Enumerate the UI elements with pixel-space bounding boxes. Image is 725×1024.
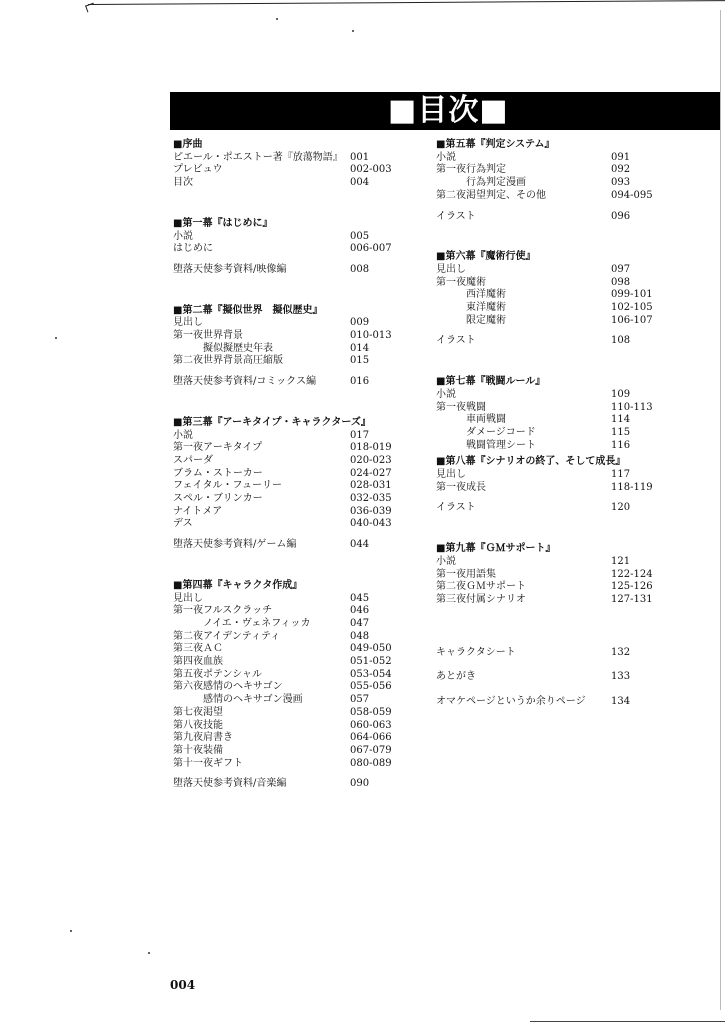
toc-entry xyxy=(436,314,676,327)
toc-entry xyxy=(173,642,413,655)
toc-entry xyxy=(173,467,413,480)
toc-entry-label: 第一夜行為判定 xyxy=(436,164,506,176)
toc-entry-page: 114 xyxy=(611,414,631,426)
toc-entry xyxy=(173,505,413,518)
toc-entry-label: 第二夜世界背景高圧縮版 xyxy=(173,355,283,367)
toc-entry-label: ■第二幕『擬似世界 擬似歴史』 xyxy=(173,304,323,316)
toc-entry-page: 116 xyxy=(611,439,631,451)
toc-entry-label: 第一夜用語集 xyxy=(436,568,496,580)
toc-entry-page: 005 xyxy=(350,230,370,242)
toc-section-heading xyxy=(436,375,676,388)
toc-entry-page: 099-101 xyxy=(611,289,653,301)
toc-entry-page: 134 xyxy=(611,696,631,707)
toc-entry-label: 戦闘管理シート xyxy=(466,439,536,451)
toc-entry-page: 024-027 xyxy=(350,467,392,479)
toc-entry-label: イラスト xyxy=(436,335,476,347)
toc-entry-page: 055-056 xyxy=(350,681,392,693)
toc-entry-page: 110-113 xyxy=(611,401,653,413)
toc-entry-label: キャラクタシート xyxy=(436,646,516,658)
toc-entry-label: 第一夜フルスクラッチ xyxy=(173,605,273,617)
toc-entry-label: イラスト xyxy=(436,210,476,222)
toc-entry-label: スパーダ xyxy=(173,454,213,466)
toc-entry-page: 051-052 xyxy=(350,656,392,667)
toc-entry-label: スペル・ブリンカー xyxy=(173,493,263,504)
toc-entry xyxy=(436,568,676,581)
toc-entry-page: 120 xyxy=(611,502,631,514)
toc-entry xyxy=(173,680,413,693)
toc-entry xyxy=(173,592,413,605)
scan-speck xyxy=(352,30,354,32)
toc-entry-label: 第七夜渇望 xyxy=(173,706,223,718)
toc-entry-label: 第三夜ＡＣ xyxy=(173,643,223,655)
toc-entry-page: 096 xyxy=(611,210,631,222)
toc-entry-label: 第一夜戦闘 xyxy=(436,401,486,413)
toc-entry-label: 第一夜アーキタイプ xyxy=(173,442,263,454)
toc-section-heading xyxy=(173,138,413,151)
toc-entry-label: 擬似擬歴史年表 xyxy=(203,342,273,354)
toc-entry-label: ■第八幕『シナリオの終了、そして成長』 xyxy=(436,456,626,468)
toc-entry xyxy=(173,757,413,770)
toc-entry xyxy=(436,468,676,481)
toc-entry-page: 036-039 xyxy=(350,505,392,517)
toc-entry-label: 第九夜肩書き xyxy=(173,732,233,744)
toc-entry xyxy=(173,655,413,668)
scan-speck xyxy=(70,930,72,932)
toc-entry xyxy=(173,242,413,255)
toc-entry xyxy=(436,163,676,176)
toc-section-heading xyxy=(173,304,413,317)
toc-entry-label: ■第三幕『アーキタイプ・キャラクターズ』 xyxy=(173,416,371,428)
toc-entry-page: 049-050 xyxy=(350,643,392,655)
toc-entry xyxy=(436,334,676,347)
toc-section-heading xyxy=(173,217,413,230)
toc-entry-page: 060-063 xyxy=(350,719,392,731)
toc-entry-page: 002-003 xyxy=(350,164,392,176)
toc-entry xyxy=(173,668,413,681)
toc-entry xyxy=(173,163,413,176)
toc-entry-page: 118-119 xyxy=(611,481,653,493)
toc-entry-page: 018-019 xyxy=(350,442,392,454)
toc-entry-page: 045 xyxy=(350,592,370,604)
toc-entry-page: 047 xyxy=(350,617,370,629)
toc-entry-label: 行為判定漫画 xyxy=(466,177,526,189)
toc-section-heading xyxy=(173,416,413,429)
toc-entry-label: ■第六幕『魔術行使』 xyxy=(436,251,536,263)
toc-entry xyxy=(173,316,413,329)
toc-entry-label: 小説 xyxy=(173,429,193,441)
toc-entry-label: 第十夜装備 xyxy=(173,744,223,756)
toc-entry-page: 132 xyxy=(611,646,631,658)
toc-entry xyxy=(173,263,413,276)
toc-entry-page: 006-007 xyxy=(350,243,392,255)
toc-entry-page: 102-105 xyxy=(611,302,653,313)
toc-entry xyxy=(436,593,676,606)
toc-section-heading xyxy=(436,138,676,151)
toc-entry xyxy=(173,230,413,243)
toc-entry xyxy=(173,454,413,467)
toc-entry-label: 限定魔術 xyxy=(466,314,506,326)
toc-entry-label: ノイエ・ヴェネフィッカ xyxy=(203,617,311,629)
toc-entry-label: 第二夜アイデンティティ xyxy=(173,630,281,642)
page-number: 004 xyxy=(170,978,196,992)
toc-entry-page: 058-059 xyxy=(350,706,392,718)
toc-entry xyxy=(173,441,413,454)
toc-entry-label: ダメージコード xyxy=(466,426,536,438)
toc-entry xyxy=(436,481,676,494)
toc-entry xyxy=(173,693,413,706)
toc-entry-label: フェイタル・フューリー xyxy=(173,480,282,492)
scan-edge-bottom xyxy=(530,1021,725,1022)
toc-entry xyxy=(436,189,676,202)
toc-entry xyxy=(173,538,413,551)
toc-entry-label: 堕落天使参考資料/映像編 xyxy=(173,263,287,275)
toc-entry-page: 093 xyxy=(611,177,631,189)
toc-entry-page: 080-089 xyxy=(350,757,392,769)
toc-entry xyxy=(173,342,413,355)
toc-section-heading xyxy=(436,250,676,263)
toc-entry xyxy=(173,479,413,492)
toc-entry-page: 008 xyxy=(350,263,370,275)
toc-entry-page: 057 xyxy=(350,694,370,706)
toc-entry-page: 001 xyxy=(350,151,370,163)
toc-entry xyxy=(436,388,676,401)
toc-entry-label: 車両戦闘 xyxy=(466,414,506,426)
toc-entry-label: 堕落天使参考資料/音楽編 xyxy=(173,778,287,790)
scan-speck xyxy=(276,18,278,20)
toc-entry-page: 015 xyxy=(350,355,370,367)
toc-entry-page: 106-107 xyxy=(611,314,653,326)
toc-entry-page: 091 xyxy=(611,151,631,163)
toc-entry-label: デス xyxy=(173,518,193,530)
toc-entry-page: 117 xyxy=(611,469,631,480)
toc-entry-label: 小説 xyxy=(436,151,456,163)
toc-entry-page: 014 xyxy=(350,342,370,354)
toc-entry-label: ナイトメア xyxy=(173,505,223,517)
toc-entry xyxy=(436,210,676,223)
toc-entry-page: 097 xyxy=(611,263,631,275)
toc-entry-page: 108 xyxy=(611,335,631,347)
toc-entry xyxy=(173,719,413,732)
toc-entry-label: 小説 xyxy=(173,230,193,242)
toc-entry-label: 感情のヘキサゴン漫画 xyxy=(203,694,303,706)
toc-entry-page: 090 xyxy=(350,778,370,790)
toc-entry-label: イラスト xyxy=(436,502,476,514)
toc-entry-page: 016 xyxy=(350,376,370,388)
toc-section-heading xyxy=(173,579,413,592)
toc-entry-label: ピエール・ポエストー著『放蕩物語』 xyxy=(173,151,343,163)
toc-entry-label: ■第四幕『キャラクタ作成』 xyxy=(173,579,303,591)
toc-entry-label: 堕落天使参考資料/コミックス編 xyxy=(173,376,317,388)
toc-entry-page: 109 xyxy=(611,388,631,400)
toc-entry-label: 第一夜世界背景 xyxy=(173,330,243,341)
toc-entry-page: 040-043 xyxy=(350,518,392,530)
toc-entry-label: 東洋魔術 xyxy=(466,302,506,313)
toc-entry-page: 092 xyxy=(611,164,631,176)
toc-entry xyxy=(436,646,676,659)
toc-entry-label: 第三夜付属シナリオ xyxy=(436,593,526,605)
toc-entry-label: ■第七幕『戦闘ルール』 xyxy=(436,376,546,388)
toc-entry-label: 見出し xyxy=(173,592,203,604)
toc-entry-page: 098 xyxy=(611,276,631,288)
toc-entry-page: 053-054 xyxy=(350,668,392,680)
toc-entry xyxy=(436,401,676,414)
toc-entry-label: あとがき xyxy=(436,671,476,683)
toc-entry-label: 見出し xyxy=(173,317,203,329)
toc-entry-page: 115 xyxy=(611,426,631,438)
toc-entry xyxy=(436,501,676,514)
toc-entry-page: 121 xyxy=(611,555,631,567)
toc-entry-label: 小説 xyxy=(436,555,456,567)
toc-entry xyxy=(173,429,413,442)
scan-edge-right xyxy=(720,10,721,1010)
toc-entry-label: 第四夜血族 xyxy=(173,656,223,667)
toc-entry-label: 第六夜感情のヘキサゴン xyxy=(173,681,283,693)
scan-speck xyxy=(148,952,150,954)
toc-entry xyxy=(436,151,676,164)
toc-entry-label: 第八夜技能 xyxy=(173,719,223,731)
toc-entry xyxy=(436,555,676,568)
toc-entry-page: 094-095 xyxy=(611,189,653,201)
toc-entry xyxy=(173,604,413,617)
toc-entry xyxy=(436,276,676,289)
toc-entry-page: 032-035 xyxy=(350,493,392,504)
toc-entry xyxy=(436,263,676,276)
toc-entry-label: 目次 xyxy=(173,177,193,189)
toc-entry xyxy=(436,695,676,708)
toc-entry-label: 見出し xyxy=(436,263,466,275)
toc-entry-label: 堕落天使参考資料/ゲーム編 xyxy=(173,539,297,551)
toc-entry xyxy=(436,288,676,301)
toc-entry-page: 125-126 xyxy=(611,581,653,593)
toc-entry-page: 067-079 xyxy=(350,744,392,756)
toc-section-heading xyxy=(436,455,676,468)
scan-edge-top xyxy=(88,0,725,5)
toc-entry-label: ■第九幕『ＧＭサポート』 xyxy=(436,543,556,555)
toc-entry xyxy=(436,439,676,452)
toc-entry-page: 028-031 xyxy=(350,480,392,492)
toc-entry-label: 第二夜渇望判定、その他 xyxy=(436,189,546,201)
toc-entry-label: はじめに xyxy=(173,243,213,255)
toc-entry-label: ブラム・ストーカー xyxy=(173,467,263,479)
toc-entry-label: 西洋魔術 xyxy=(466,289,506,301)
toc-entry-label: ■第一幕『はじめに』 xyxy=(173,217,273,229)
toc-entry-label: ■序曲 xyxy=(173,139,203,150)
toc-entry-label: プレビュウ xyxy=(173,164,223,176)
toc-entry-label: 小説 xyxy=(436,388,456,400)
page-title: ■目次■ xyxy=(388,93,509,128)
toc-entry xyxy=(173,731,413,744)
toc-entry-label: ■第五幕『判定システム』 xyxy=(436,139,555,150)
toc-entry-page: 127-131 xyxy=(611,593,653,605)
toc-entry xyxy=(173,492,413,505)
toc-entry-label: オマケページというか余りページ xyxy=(436,696,586,707)
toc-entry-page: 004 xyxy=(350,177,370,189)
toc-entry-label: 第二夜ＧＭサポート xyxy=(436,581,526,593)
toc-section-heading xyxy=(436,542,676,555)
toc-entry xyxy=(436,176,676,189)
toc-entry xyxy=(436,426,676,439)
toc-entry-page: 009 xyxy=(350,317,370,329)
toc-entry-page: 010-013 xyxy=(350,330,392,341)
toc-entry-page: 020-023 xyxy=(350,454,392,466)
toc-entry-label: 第十一夜ギフト xyxy=(173,757,243,769)
toc-entry xyxy=(173,354,413,367)
scan-speck xyxy=(55,337,57,339)
toc-entry xyxy=(173,630,413,643)
toc-entry xyxy=(173,176,413,189)
toc-entry xyxy=(173,151,413,164)
toc-entry-page: 064-066 xyxy=(350,732,392,744)
toc-entry xyxy=(173,617,413,630)
toc-entry xyxy=(173,777,413,790)
toc-entry xyxy=(173,517,413,530)
toc-entry xyxy=(436,580,676,593)
toc-entry xyxy=(436,670,676,683)
toc-entry xyxy=(173,375,413,388)
toc-entry-page: 122-124 xyxy=(611,568,653,580)
toc-entry xyxy=(436,301,676,314)
toc-entry xyxy=(173,706,413,719)
toc-entry-label: 見出し xyxy=(436,469,466,480)
toc-entry-label: 第一夜魔術 xyxy=(436,276,486,288)
toc-entry-page: 048 xyxy=(350,630,370,642)
toc-entry-label: 第一夜成長 xyxy=(436,481,486,493)
toc-entry-page: 017 xyxy=(350,429,370,441)
toc-entry-page: 133 xyxy=(611,671,631,683)
toc-entry-page: 046 xyxy=(350,605,370,617)
toc-entry-page: 044 xyxy=(350,539,370,551)
toc-entry xyxy=(173,329,413,342)
toc-entry xyxy=(173,744,413,757)
toc-entry-label: 第五夜ポテンシャル xyxy=(173,668,263,680)
toc-entry xyxy=(436,413,676,426)
